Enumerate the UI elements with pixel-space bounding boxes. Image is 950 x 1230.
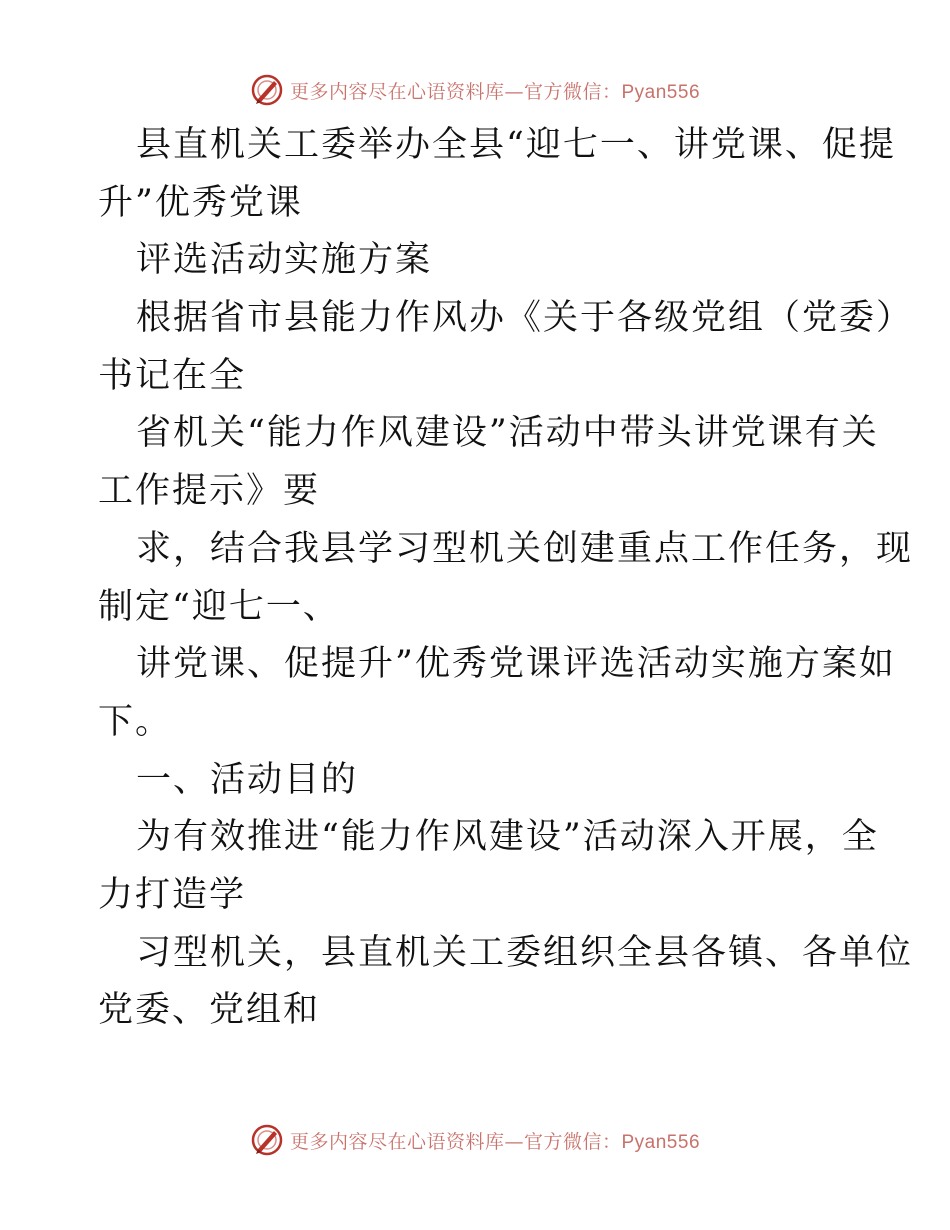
text-line: 力打造学: [98, 874, 247, 915]
text-line: 制定“迎七一、: [98, 586, 340, 627]
text-line: 工作提示》要: [98, 471, 321, 512]
text-line: 评选活动实施方案: [136, 240, 433, 281]
text-line: 一、活动目的: [136, 759, 359, 800]
watermark-text: 更多内容尽在心语资料库—官方微信：Pyan556: [289, 80, 701, 103]
text-line: 书记在全: [98, 355, 247, 396]
text-line: 根据省市县能力作风办《关于各级党组（党委）: [136, 298, 914, 339]
text-line: 讲党课、促提升”优秀党课评选活动实施方案如: [136, 644, 896, 685]
text-line: 为有效推进“能力作风建设”活动深入开展，全: [136, 817, 879, 858]
pen-logo-icon: [250, 73, 284, 107]
document-body: [98, 117, 914, 1040]
text-line: 党委、党组和: [98, 990, 321, 1031]
text-line: 求，结合我县学习型机关创建重点工作任务，现: [136, 528, 914, 569]
header-watermark: [0, 70, 950, 110]
text-line: 县直机关工委举办全县“迎七一、讲党课、促提: [136, 125, 896, 165]
text-line: 升”优秀党课: [98, 182, 303, 223]
text-line: 习型机关，县直机关工委组织全县各镇、各单位: [136, 932, 914, 973]
pen-logo-icon: [250, 1123, 284, 1157]
watermark-text: 更多内容尽在心语资料库—官方微信：Pyan556: [289, 1130, 701, 1153]
footer-watermark: [0, 1120, 950, 1160]
text-line: 省机关“能力作风建设”活动中带头讲党课有关: [136, 413, 879, 454]
text-line: 下。: [98, 701, 173, 742]
